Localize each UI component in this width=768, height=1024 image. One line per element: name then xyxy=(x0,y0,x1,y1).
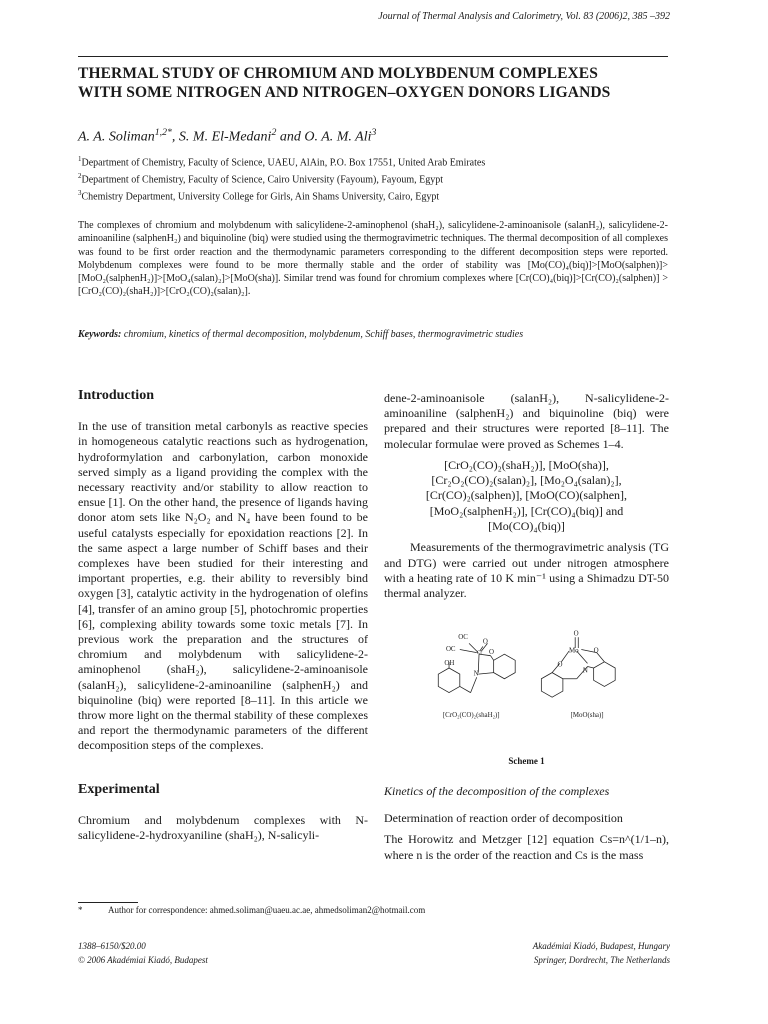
author-1-affil: 1,2* xyxy=(154,127,172,138)
paper-title xyxy=(78,64,678,102)
footnote-text: Author for correspondence: ahmed.soliman@uaeu.ac.ae, ahmedsoliman2@hotmail.com xyxy=(108,905,426,915)
left-phenyl-ring xyxy=(494,654,516,679)
intro-heading: Introduction xyxy=(78,388,154,403)
scheme-1-figure xyxy=(390,628,675,728)
scheme-right-label: [MoO(sha)] xyxy=(570,712,604,720)
affiliation-3: $^3$Chemistry Department, University College for Girls, Ain Shams University, Cairo, Egypt xyxy=(78,188,440,202)
atom-label: O xyxy=(593,647,599,655)
atom-label: O xyxy=(482,638,488,646)
formula-line: [Cr₂O₂(CO)₂(salan)₂], [Mo₂O₄(salan)₂], xyxy=(431,473,622,488)
journal-header: Journal of Thermal Analysis and Calorimetry, Vol. 83 (2006)2, 385 –392 xyxy=(378,11,670,22)
keywords-label: Keywords: xyxy=(78,329,122,340)
affiliation-1: $^1$Department of Chemistry, Faculty of Science, UAEU, AlAin, P.O. Box 17551, United Arab Emirates xyxy=(78,155,486,169)
author-1: A. A. Soliman xyxy=(78,129,155,145)
scheme-left-label: [CrO₂(CO)₂(shaH₂)] xyxy=(442,712,500,720)
issn-price: 1388–6150/$20.00 xyxy=(78,941,146,951)
affiliation-2: $^2$Department of Chemistry, Faculty of Science, Cairo University (Fayoum), Fayoum, Egypt xyxy=(78,171,444,186)
footnote xyxy=(78,905,425,915)
horowitz-paragraph: The Horowitz and Metzger [12] equation Cs=n^(1/1–n), where n is the order of the reaction and Cs is the mass xyxy=(384,832,669,862)
top-rule xyxy=(78,56,668,57)
experimental-heading: Experimental xyxy=(78,781,160,797)
footnote-star: * xyxy=(78,905,83,915)
atom-label: Mo xyxy=(569,647,579,655)
right-benzene-ring xyxy=(541,673,563,698)
publisher-2: Springer, Dordrecht, The Netherlands xyxy=(533,955,670,965)
copyright: © 2006 Akadémiai Kiadó, Budapest xyxy=(78,955,208,965)
formula-line: [Mo(CO)₄(biq)] xyxy=(488,519,565,533)
kinetics-heading: Kinetics of the decomposition of the complexes xyxy=(384,784,610,798)
author-2-affil: 2 xyxy=(271,127,277,138)
atom-label: N xyxy=(473,670,479,678)
experimental-paragraph: Chromium and molybdenum complexes with N-salicylidene-2-hydroxyaniline (shaH₂), N-salicyli- xyxy=(78,812,368,843)
footnote-rule xyxy=(78,902,138,903)
right-column xyxy=(384,391,669,601)
abstract: The complexes of chromium and molybdenum with salicylidene-2-aminophenol (shaH₂), salicylidene-2-aminoanisole (salanH₂), salicylidene-2-aminoaniline (salphenH₂) and biquinoline (biq) were studied using the thermogravimetric techniques. The thermal decomposition of all complexes was found to be first order reaction and the thermodynamic parameters corresponding to the different decomposition steps were reported. Molybdenum complexes were found to be more thermally stable and the order of stability was [Mo(CO)₄(biq)]>[MoO(salphen)]>[MoO₂(salphenH₂)]>[MoO₄(salan)₂]>[MoO(sha)]. Similar trend was found for chromium complexes where [Cr(CO)₄(biq)]>[Cr(CO)₂(salphen)] >[CrO₂(CO)₂(shaH₂)]>[CrO₂(CO)₂(salan)₂]. xyxy=(78,220,668,298)
scheme-caption: Scheme 1 xyxy=(508,756,545,766)
affiliations xyxy=(78,153,485,203)
atom-label: O xyxy=(489,649,495,657)
bottom-left-info xyxy=(78,939,208,967)
atom-label: Cr xyxy=(476,650,483,657)
title-line-2: WITH SOME NITROGEN AND NITROGEN–OXYGEN DONORS LIGANDS xyxy=(78,84,611,101)
publisher-1: Akadémiai Kiadó, Budapest, Hungary xyxy=(532,941,670,951)
formula-line: [CrO₂(CO)₂(shaH₂)], [MoO(sha)], xyxy=(444,457,609,472)
formula-line: [Cr(CO)₂(salphen)], [MoO(CO)(salphen], xyxy=(425,488,628,503)
right-intro-paragraph: dene-2-aminoanisole (salanH₂), N-salicylidene-2-aminoaniline (salphenH₂) and biquinoline (biq) were prepared and their structures were reported [8–11]. The molecular formulae were proved as Schemes 1–4. xyxy=(384,391,669,451)
keywords xyxy=(78,329,668,340)
atom-label: OC xyxy=(458,633,468,641)
formula-list xyxy=(384,458,669,534)
author-2: , S. M. El-Medani xyxy=(171,129,272,145)
intro-paragraph: In the use of transition metal carbonyls as reactive species in homogeneous catalytic reactions such as hydrogenation, hydroformylation and carbonylation, carbon monoxide served simply as a ligand providing the complex with the necessary reactivity and/or stability to allow reaction to ensue [1]. On the other hand, the presence of ligands having donor atom sets like N₂O₂ and N₄ have been found to be useful catalysts especially for epoxidation reactions [2]. In the same aspect a large number of Schiff bases and their complexes have been studied for their interesting and important properties, e.g. their ability to reversibly bind oxygen [3], catalytic activity in the hydrogenation of olefins [4], transfer of an amino group [5], photochromic properties [6], complexing ability towards some toxic metals [7]. In previous work the preparation and the structures of chromium and molybdenum with salicylidene-2-aminophenol (shaH₂), salicylidene-2-aminoanisole (salanH₂), salicylidene-2-aminoaniline (salphenH₂) and biquinoline (biq) were reported [8–11]. In this article we throw more light on the thermal stability of these complexes and report the thermodynamic parameters of the different decomposition steps of the complexes. xyxy=(78,419,368,753)
atom-label: OC xyxy=(445,646,456,654)
atom-label: O xyxy=(573,630,579,638)
left-benzene-ring xyxy=(438,668,460,693)
atom-label: O xyxy=(557,661,563,669)
determination-heading: Determination of reaction order of decomposition xyxy=(384,811,623,826)
author-list xyxy=(78,127,376,146)
bottom-right-info xyxy=(533,939,670,967)
formula-line: [MoO₂(salphenH₂)], [Cr(CO)₄(biq)] and xyxy=(429,503,624,518)
author-3: and O. A. M. Ali xyxy=(276,129,372,145)
measurement-paragraph: Measurements of the thermogravimetric analysis (TG and DTG) were carried out under nitrogen atmosphere with a heating rate of 10 K min⁻¹ using a Shimadzu DT-50 thermal analyzer. xyxy=(384,540,669,600)
left-column xyxy=(78,388,368,843)
atom-label: OH xyxy=(444,659,455,667)
atom-label: N xyxy=(582,667,588,675)
author-3-affil: 3 xyxy=(371,127,377,138)
title-line-1: THERMAL STUDY OF CHROMIUM AND MOLYBDENUM COMPLEXES xyxy=(78,65,598,82)
kinetics-section xyxy=(384,784,669,863)
keywords-text: chromium, kinetics of thermal decomposition, molybdenum, Schiff bases, thermogravimetric studies xyxy=(121,329,524,340)
right-phenyl-ring xyxy=(594,662,616,687)
